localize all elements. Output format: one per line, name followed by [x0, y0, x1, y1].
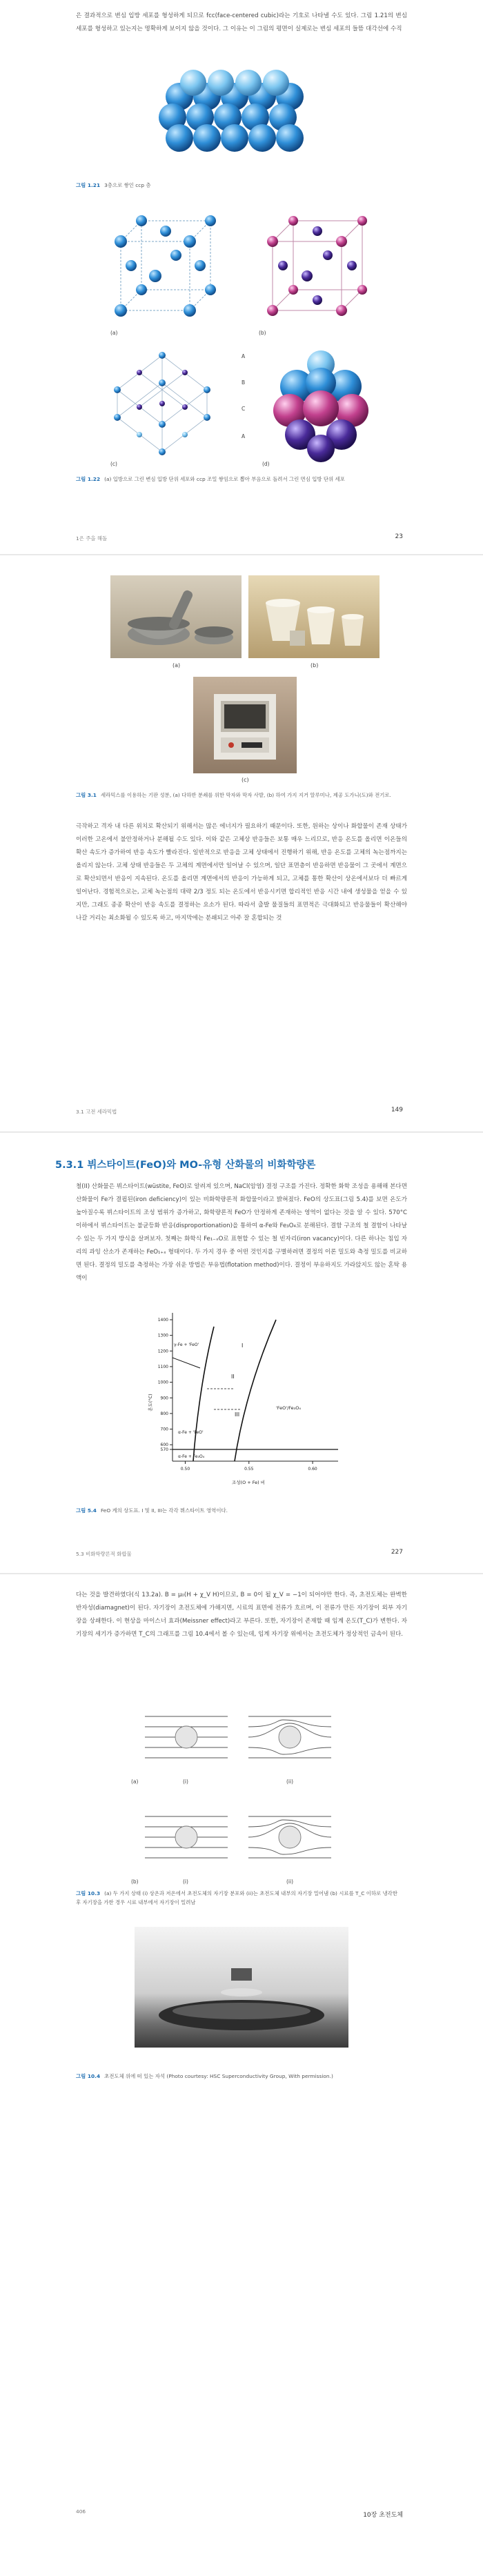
fig-1-21-label: 그림 1.21 — [76, 182, 101, 188]
y-tick-label: 1100 — [157, 1364, 168, 1369]
gamma-boundary — [172, 1358, 200, 1368]
photo-c-label: (c) — [241, 777, 249, 783]
y-tick-label: 600 — [160, 1443, 168, 1448]
x-tick-label: 0.60 — [308, 1467, 317, 1472]
layer-c-label: C — [241, 406, 246, 412]
photo-levitating-magnet — [135, 1927, 348, 2048]
page149-body-paragraph: 극작하고 격자 내 다른 위치로 확산되기 위해서는 많은 에너지가 필요하기 때문이다. 또한, 원하는 상이나 화합물이 존재 상태가 이러한 고온에서 불안정하거나 분해될 수도 있다. 이와 같은 고체상 반응들은 보통 매우 느리므로, 반응 온도를 올리면 이온들의 확산 속도가 증가하여 반응 속도가 빨라진다. 일반적으로 반응을 고체 상태에서 진행하기 위해, 반응 온도를 고체의 녹는점까지는 올리지 않는다. 고체 상태 반응들은 두 고체의 계면에서만 일어날 수 있으며, 일단 표면층이 반응하면 반응물이 그 곳에서 계면으로 확산되면서 반응이 지속된다. 온도를 올리면 계면에서의 반응이 가능하게 되고, 고체를 통한 확산이 상온에서보다 더 빠르게 일어난다. 경험적으로는, 고체 녹는점의 대략 2/3 정도 되는 온도에서 반응시키면 합리적인 반응 시간 내에 생성물을 얻을 수 있지만, 그래도 종종 확산이 반응 속도를 결정하는 요소가 된다. 따라서 출발 물질들의 표면적은 극대화되고 반응물들이 확산해야 나갈 거리는 최소화될 수 있도록 하고, 마지막에는 분쇄되고 아주 잘 혼합되는 것 — [76, 823, 407, 922]
page-divider — [0, 1131, 483, 1133]
fig-3-1-label: 그림 3.1 — [76, 792, 97, 798]
fig-1-21-caption-text: 3층으로 쌓인 ccp 층 — [104, 182, 151, 188]
fig-10-3-label: 그림 10.3 — [76, 1890, 101, 1896]
fig-5-4-label: 그림 5.4 — [76, 1507, 97, 1514]
page406-page-number: 406 — [76, 2508, 86, 2515]
fig-1-22d-packed-spheres — [266, 345, 376, 466]
y-tick-label: 900 — [160, 1396, 168, 1401]
fig-10-3-caption-text: (a) 두 가지 상태 (i) 상온과 저온에서 초전도체의 자기장 분포와 (ii)는 초전도체 내부의 자기장 밀어냄 (b) 시료를 T_C 이하로 냉각한 후 자기장을 가한 경우 시료 내부에서 자기장이 밀려남 — [76, 1890, 397, 1905]
page-divider — [0, 1573, 483, 1574]
photo-a-label: (a) — [172, 662, 181, 668]
layer-a2-label: A — [241, 433, 246, 439]
fig-10-3b-ii-label: (ii) — [286, 1879, 294, 1885]
fig-1-22a-label: (a) — [110, 330, 118, 336]
fig-1-22-label: 그림 1.22 — [76, 476, 101, 482]
section-heading: 5.3.1 뷔스타이트(FeO)와 MO-유형 산화물의 비화학량론 — [55, 1160, 316, 1171]
page227-body-paragraph: 철(II) 산화물은 뷔스타이트(wüstite, FeO)로 알려져 있으며, NaCl(암염) 결정 구조를 가진다. 정확한 화학 조성을 용해해 본다면 산화물이 Fe가 결핍된(iron deficiency)이 있는 비화학량론적 화합물이라고 밝혀졌다. FeO의 상도표(그림 5.4)를 보면 온도가 높아질수록 뷔스타이트의 조성 범위가 증가하고, 화학량론적 FeO가 안정하게 존재하는 영역이 없다는 것을 알 수 있다. 570°C 이하에서 뷔스타이트는 불균등화 반응(disproportionation)을 통하여 α-Fe와 Fe₃O₄로 분해된다. 결함 구조의 철 결함이 나타날 수 있는 두 가지 방식을 살펴보자. 첫째는 화학식 Fe₁₋ₓO로 표현할 수 있는 철 빈자리(iron vacancy)이다. 다른 하나는 침입 자리의 과잉 산소가 존재하는 FeO₁₊ₓ 형태이다. 두 가지 경우 중 어떤 것인지를 구별하려면 결정의 이론 밀도와 측정 밀도를 비교하면 된다. 결정의 밀도를 측정하는 가장 쉬운 방법은 부유법(flotation method)이다. 결정이 부유하지도 가라앉지도 않는 혼탁 용액이 — [76, 1183, 407, 1282]
fig-5-4-caption — [76, 1506, 400, 1515]
fig-10-3a-label: (a) — [131, 1779, 139, 1785]
page-406 — [0, 1575, 483, 2576]
photo-crucibles — [248, 575, 379, 658]
fig-3-1-caption-text: 세라믹스를 이용하는 기판 성분, (a) 다하반 분쇄를 위한 막자와 막자 사발, (b) 하여 가지 지거 알루미나, 제공 도가니(도)와 전기로. — [100, 792, 391, 798]
y-tick-label: 700 — [160, 1427, 168, 1432]
fig-1-21-caption — [76, 181, 400, 190]
page406-footer-right: 10장 초전도체 — [363, 2512, 403, 2519]
region-label-ii: II — [231, 1374, 235, 1380]
fig-1-22b-label: (b) — [259, 330, 266, 336]
page406-body-paragraph: 다는 것을 발견하였다(식 13.2a). B = μ₀(H + χ_V H)이므로, B = 0이 될 χ_V = −1이 되어야만 한다. 즉, 초전도체는 완벽한 반자성(diamagnet)이 된다. 자기장이 초전도체에 가해지면, 시료의 표면에 전류가 흐르며, 이 전류가 만든 자기장이 외부 자기장을 상쇄한다. 이 현상을 마이스너 효과(Meissner effect)라고 부른다. 또한, 자기장이 존재할 때 임계 온도(T_C)가 변한다. 자기장의 세기가 증가하면 T_C의 그래프를 그림 10.4에서 볼 수 있는데, 임계 자기장 위에서는 초전도체가 정상적인 금속이 된다. — [76, 1592, 407, 1638]
page149-footer-left: 3.1 고전 세라믹법 — [76, 1109, 117, 1115]
fig-5-4-caption-text: FeO 계의 상도표. I 및 II, III는 각각 뷔스타이트 영역이다. — [100, 1507, 228, 1514]
fig-1-22-caption-text: (a) 입방으로 그린 변심 입방 단위 세포와 ccp 조밀 쌓임으로 뽑아 부음으로 돌려서 그린 면심 입방 단위 세포 — [104, 476, 345, 482]
fig-1-22-caption — [76, 475, 400, 484]
layer-b-label: B — [241, 379, 246, 386]
page-23 — [0, 0, 483, 512]
fig-10-4-label: 그림 10.4 — [76, 2073, 101, 2079]
photo-furnace — [193, 677, 297, 773]
region-label-i: I — [241, 1343, 244, 1349]
region-label-feo-fe3o4: 'FeO'/Fe₃O₄ — [276, 1405, 301, 1411]
fig-10-4-caption — [76, 2072, 400, 2081]
x-axis-title: 조성(O + Fe) 비 — [231, 1480, 266, 1485]
fig-5-4-phase-diagram — [138, 1306, 345, 1492]
page23-intro-paragraph: 은 결과적으로 변심 입방 세포를 형성하게 되므로 fcc(face-centered cubic)라는 기호로 나타낼 수도 있다. 그림 1.21의 변심 세포를 형성하고 있는지는 명확하게 보이지 않을 것이다. 그 이유는 이 그림의 평면이 실제로는 변심 세포의 들뜸 대각선에 수직 — [76, 12, 407, 32]
layer-a-label: A — [241, 353, 246, 359]
photo-b-label: (b) — [310, 662, 319, 668]
y-tick-label: 1000 — [157, 1380, 168, 1385]
page149-page-number: 149 — [391, 1107, 403, 1113]
fig-10-3-meissner-diagram — [138, 1703, 345, 1889]
y-axis-title: 온도(°C) — [148, 1394, 153, 1411]
page227-footer-left: 5.3 비화학량론적 화합물 — [76, 1551, 132, 1557]
fig-1-22c-label: (c) — [110, 461, 117, 467]
phase-boundary-right — [235, 1320, 276, 1461]
photo-mortar-pestle — [110, 575, 241, 658]
fig-3-1-caption — [76, 791, 400, 800]
page-divider — [0, 554, 483, 555]
fig-10-3-caption — [76, 1889, 400, 1907]
y-tick-label: 570 — [160, 1447, 168, 1452]
region-label-alpha-fe-fe3o4: α-Fe + Fe₃O₄ — [178, 1454, 205, 1459]
region-label-alpha-fe-feo: α-Fe + 'FeO' — [178, 1430, 204, 1435]
y-tick-label: 1200 — [157, 1349, 168, 1354]
fig-1-22c-layer-diagram — [103, 348, 224, 462]
fig-10-3b-i-label: (i) — [183, 1879, 188, 1885]
page-149 — [0, 556, 483, 1198]
region-label-gamma-fe: γ-Fe + 'FeO' — [174, 1343, 199, 1347]
fig-10-4-caption-text: 초전도체 위에 떠 있는 자석 (Photo courtesy: HSC Superconductivity Group, With permission.) — [104, 2073, 333, 2079]
fig-10-3a-i-label: (i) — [183, 1779, 188, 1785]
region-label-iii: III — [235, 1411, 240, 1418]
y-tick-label: 1400 — [157, 1318, 168, 1322]
page23-page-number: 23 — [395, 533, 403, 540]
page227-page-number: 227 — [391, 1549, 403, 1556]
fig-10-3a-ii-label: (ii) — [286, 1779, 294, 1785]
x-tick-label: 0.50 — [180, 1467, 190, 1472]
fig-1-22d-label: (d) — [262, 461, 270, 467]
fig-1-21-ccp-layers-image — [152, 62, 317, 166]
fig-10-3b-label: (b) — [131, 1879, 139, 1885]
x-tick-label: 0.55 — [244, 1467, 254, 1472]
fig-1-22b-fcc-cell-colored — [255, 210, 379, 328]
y-tick-label: 1300 — [157, 1333, 168, 1338]
fig-1-22a-fcc-cell — [103, 210, 224, 328]
y-tick-label: 800 — [160, 1411, 168, 1416]
page23-footer-left: 1은 주을 해돌 — [76, 535, 108, 542]
